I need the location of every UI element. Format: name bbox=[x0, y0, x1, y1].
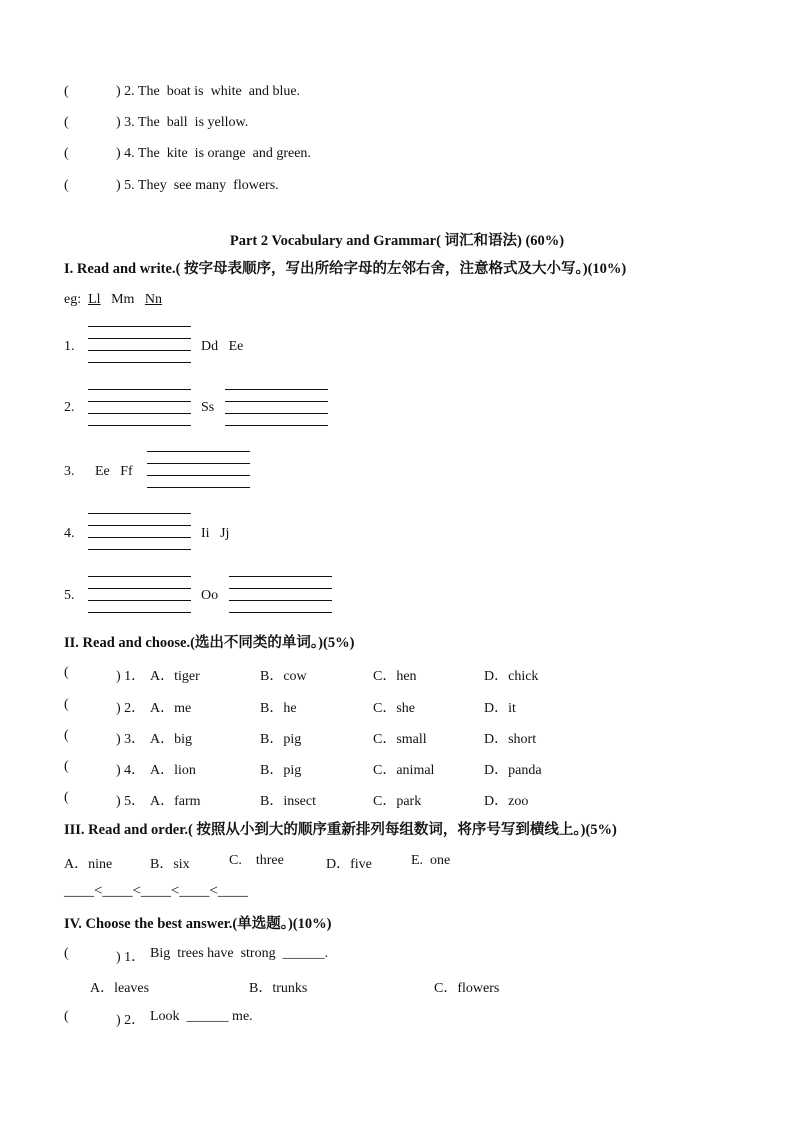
item-number: ) 2． bbox=[116, 701, 146, 716]
option-c: C．park bbox=[373, 794, 422, 809]
write-line[interactable] bbox=[88, 537, 191, 538]
item-number: ) 4. bbox=[116, 146, 135, 161]
option-c: C．she bbox=[373, 701, 415, 716]
write-line[interactable] bbox=[88, 425, 191, 426]
option-c: C．animal bbox=[373, 763, 435, 778]
write-line[interactable] bbox=[88, 338, 191, 339]
section2-title: II. Read and choose.(选出不同类的单词。)(5%) bbox=[64, 635, 355, 651]
item-text: The boat is white and blue. bbox=[137, 84, 301, 99]
write-line[interactable] bbox=[88, 600, 191, 601]
row-number: 1. bbox=[64, 339, 75, 354]
option-d: D．zoo bbox=[484, 794, 529, 809]
item-text: They see many flowers. bbox=[137, 178, 279, 193]
write-line[interactable] bbox=[88, 413, 191, 414]
write-line[interactable] bbox=[88, 326, 191, 327]
row-number: 2. bbox=[64, 400, 75, 415]
write-line[interactable] bbox=[229, 576, 332, 577]
answer-paren[interactable]: ( bbox=[64, 665, 69, 680]
answer-paren[interactable]: ( bbox=[64, 115, 69, 130]
question-number: ) 2． bbox=[116, 1013, 146, 1028]
write-line[interactable] bbox=[147, 451, 250, 452]
write-line[interactable] bbox=[88, 513, 191, 514]
item-number: ) 5． bbox=[116, 794, 146, 809]
answer-paren[interactable]: ( bbox=[64, 178, 69, 193]
number-option-c: C. three bbox=[229, 853, 284, 868]
given-letters: Ee Ff bbox=[95, 464, 133, 479]
given-letters: Ss bbox=[201, 400, 215, 415]
answer-option-b: B．trunks bbox=[249, 981, 308, 996]
write-line[interactable] bbox=[88, 350, 191, 351]
question-text: Look ______ me. bbox=[150, 1009, 253, 1024]
option-b: B．cow bbox=[260, 669, 307, 684]
part1-item-3 bbox=[64, 114, 248, 132]
write-line[interactable] bbox=[225, 401, 328, 402]
option-d: D．it bbox=[484, 701, 516, 716]
write-line[interactable] bbox=[225, 425, 328, 426]
option-a: A．me bbox=[150, 701, 192, 716]
item-number: ) 3． bbox=[116, 732, 146, 747]
number-option-b: B．six bbox=[150, 857, 190, 872]
answer-paren[interactable]: ( bbox=[64, 790, 69, 805]
item-number: ) 1． bbox=[116, 669, 146, 684]
write-line[interactable] bbox=[88, 401, 191, 402]
item-number: ) 4． bbox=[116, 763, 146, 778]
row-number: 4. bbox=[64, 526, 75, 541]
write-line[interactable] bbox=[88, 525, 191, 526]
write-line[interactable] bbox=[225, 389, 328, 390]
option-b: B．pig bbox=[260, 763, 302, 778]
part2-title: Part 2 Vocabulary and Grammar( 词汇和语法) (60%) bbox=[229, 233, 565, 249]
item-number: ) 2. bbox=[116, 84, 135, 99]
eg-letter-left: Ll bbox=[88, 292, 101, 307]
answer-paren[interactable]: ( bbox=[64, 728, 69, 743]
number-option-e: E. one bbox=[411, 853, 451, 868]
write-line[interactable] bbox=[147, 475, 250, 476]
answer-paren[interactable]: ( bbox=[64, 697, 69, 712]
option-d: D．chick bbox=[484, 669, 539, 684]
part1-item-2 bbox=[64, 83, 300, 101]
eg-letter-given: Mm bbox=[111, 292, 135, 307]
given-letters: Oo bbox=[201, 588, 219, 603]
option-a: A．tiger bbox=[150, 669, 200, 684]
option-c: C．small bbox=[373, 732, 427, 747]
option-a: A．big bbox=[150, 732, 192, 747]
section4-title: IV. Choose the best answer.(单选题。)(10%) bbox=[64, 916, 332, 932]
write-line[interactable] bbox=[88, 362, 191, 363]
write-line[interactable] bbox=[229, 588, 332, 589]
item-text: The kite is orange and green. bbox=[137, 146, 311, 161]
order-answer-line[interactable]: ____<____<____<____<____ bbox=[64, 883, 248, 899]
write-line[interactable] bbox=[229, 600, 332, 601]
given-letters: Dd Ee bbox=[201, 339, 244, 354]
number-option-d: D．five bbox=[326, 857, 372, 872]
number-option-a: A．nine bbox=[64, 857, 113, 872]
option-d: D．panda bbox=[484, 763, 542, 778]
option-a: A．farm bbox=[150, 794, 201, 809]
given-letters: Ii Jj bbox=[201, 526, 230, 541]
eg-letter-right: Nn bbox=[144, 292, 163, 307]
answer-paren[interactable]: ( bbox=[64, 146, 69, 161]
write-line[interactable] bbox=[88, 549, 191, 550]
write-line[interactable] bbox=[88, 389, 191, 390]
section1-title: I. Read and write.( 按字母表顺序，写出所给字母的左邻右舍，注意格式及大小写。)(10%) bbox=[64, 261, 627, 277]
option-c: C．hen bbox=[373, 669, 417, 684]
answer-option-a: A．leaves bbox=[90, 981, 150, 996]
item-text: The ball is yellow. bbox=[137, 115, 249, 130]
section3-title: III. Read and order.( 按照从小到大的顺序重新排列每组数词，将序号写到横线上。)(5%) bbox=[64, 822, 617, 838]
write-line[interactable] bbox=[225, 413, 328, 414]
question-text: Big trees have strong ______. bbox=[150, 946, 329, 961]
answer-paren[interactable]: ( bbox=[64, 759, 69, 774]
write-line[interactable] bbox=[88, 612, 191, 613]
row-number: 3. bbox=[64, 464, 75, 479]
option-b: B．he bbox=[260, 701, 297, 716]
item-number: ) 3. bbox=[116, 115, 135, 130]
row-number: 5. bbox=[64, 588, 75, 603]
write-line[interactable] bbox=[147, 463, 250, 464]
answer-paren[interactable]: ( bbox=[64, 1009, 69, 1024]
write-line[interactable] bbox=[147, 487, 250, 488]
option-d: D．short bbox=[484, 732, 537, 747]
answer-paren[interactable]: ( bbox=[64, 946, 69, 961]
answer-option-c: C．flowers bbox=[434, 981, 500, 996]
part1-item-4 bbox=[64, 145, 311, 163]
eg-label: eg: bbox=[64, 292, 82, 307]
answer-paren[interactable]: ( bbox=[64, 84, 69, 99]
part1-item-5 bbox=[64, 177, 279, 195]
write-line[interactable] bbox=[229, 612, 332, 613]
question-number: ) 1． bbox=[116, 950, 146, 965]
option-a: A．lion bbox=[150, 763, 196, 778]
write-line[interactable] bbox=[88, 588, 191, 589]
write-line[interactable] bbox=[88, 576, 191, 577]
item-number: ) 5. bbox=[116, 178, 135, 193]
option-b: B．insect bbox=[260, 794, 316, 809]
option-b: B．pig bbox=[260, 732, 302, 747]
example-line bbox=[64, 291, 162, 309]
